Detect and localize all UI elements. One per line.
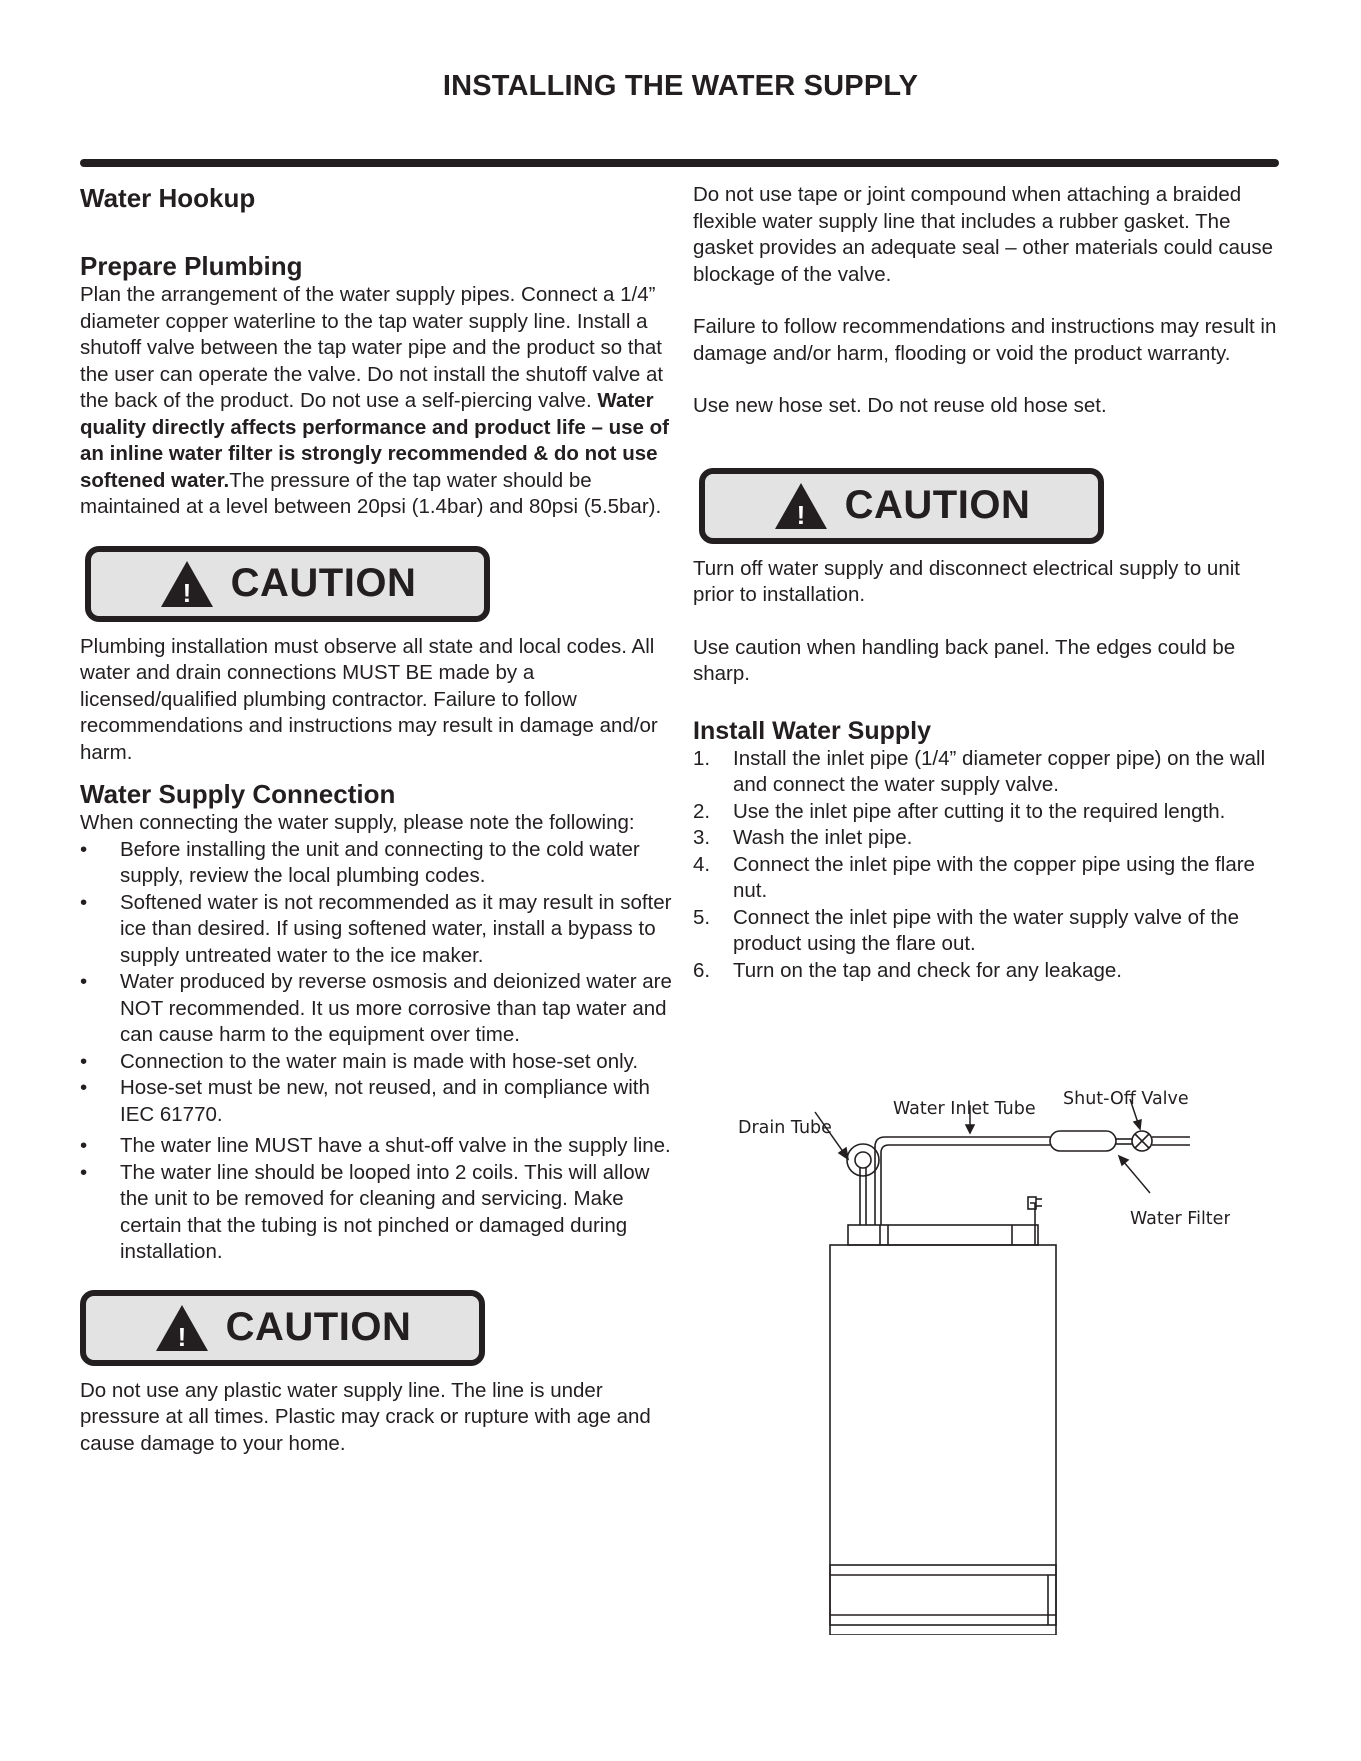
caution-banner-3 [80,1290,485,1366]
step-number: 6. [693,958,711,982]
warning-icon [154,1303,210,1353]
step-text: Turn on the tap and check for any leakage. [733,958,1122,982]
step-number: 2. [693,799,711,823]
right-column [693,182,1278,984]
label-water-filter: Water Filter [1130,1209,1230,1229]
install-steps-list [693,746,1278,985]
heading-water-supply-connection: Water Supply Connection [80,779,396,809]
label-water-inlet-tube: Water Inlet Tube [893,1099,1036,1119]
label-shut-off-valve: Shut-Off Valve [1063,1089,1189,1109]
list-item: • Before installing the unit and connecting to the cold water supply, review the local plumbing codes. [80,837,680,890]
prepare-text-bold: Water quality directly affects performance and product life – use of an inline water filter is strongly recommended & do not use softened water. [80,389,669,492]
list-item: • The water line should be looped into 2 coils. This will allow the unit to be removed for cleaning and servicing. Make certain that the tubing is not pinched or damaged during installation. [80,1160,680,1266]
unit-base [830,1565,1056,1625]
svg-text:!: ! [796,499,805,530]
left-column [80,182,680,1457]
list-item [693,958,1278,985]
right-para-1: Do not use tape or joint compound when attaching a braided flexible water supply line that includes a rubber gasket. The gasket provides an adequate seal – other materials could cause blockage of the valve. [693,183,1274,286]
warning-icon [773,481,829,531]
caution-banner-2 [699,468,1104,544]
step-text: Connect the inlet pipe with the copper pipe using the flare nut. [733,852,1255,902]
installation-diagram [730,1075,1230,1635]
step-text: Connect the inlet pipe with the water supply valve of the product using the flare out. [733,905,1239,955]
page-title: INSTALLING THE WATER SUPPLY [442,70,919,102]
caution-label-2: CAUTION [844,483,1031,528]
prepare-text-1: Plan the arrangement of the water supply pipes. Connect a 1/4” diameter copper waterline to the tap water supply line. Install a shutoff valve between the tap water pipe and the product so that the user can operate the valve. Do not install the shutoff valve at the back of the product. Do not use a self-piercing valve. [80,283,664,412]
caution-banner-1 [85,546,490,622]
connection-intro: When connecting the water supply, please note the following: [80,811,635,834]
list-item: • Hose-set must be new, not reused, and in compliance with IEC 61770. [80,1075,680,1128]
step-number: 5. [693,905,711,929]
step-text: Use the inlet pipe after cutting it to the required length. [733,799,1226,823]
header-rule [80,159,1279,167]
heading-install-water-supply: Install Water Supply [693,716,932,745]
step-number: 1. [693,746,711,770]
step-text: Wash the inlet pipe. [733,826,913,849]
list-item [693,746,1278,799]
step-number: 3. [693,826,711,849]
list-item [693,852,1278,905]
warning-icon [159,559,215,609]
list-item: • Softened water is not recommended as it may result in softer ice than desired. If using softened water, install a bypass to supply untreated water to the ice maker. [80,890,680,970]
prepare-text-2: The pressure of the tap water should be maintained at a level between 20psi (1.4bar) and 80psi (5.5bar). [80,468,662,518]
list-item [693,799,1278,826]
right-para-3: Use new hose set. Do not reuse old hose set. [693,394,1107,417]
right-para-2: Failure to follow recommendations and instructions may result in damage and/or harm, flooding or void the product warranty. [693,315,1277,365]
caution-2-text-1: Turn off water supply and disconnect electrical supply to unit prior to installation. [693,556,1240,606]
prepare-plumbing-text [80,282,680,521]
list-item: • Connection to the water main is made with hose-set only. [80,1049,680,1076]
list-item [693,905,1278,958]
step-number: 4. [693,852,711,876]
svg-text:!: ! [182,577,191,608]
label-drain-tube: Drain Tube [738,1118,832,1138]
step-text: Install the inlet pipe (1/4” diameter copper pipe) on the wall and connect the water supply valve. [733,746,1266,796]
caution-label-1: CAUTION [230,561,417,606]
caution-1-text: Plumbing installation must observe all state and local codes. All water and drain connections MUST BE made by a licensed/qualified plumbing contractor. Failure to follow recommendations and instructions may result in damage and/or harm. [80,634,658,764]
heading-prepare-plumbing: Prepare Plumbing [80,251,303,281]
list-item [693,825,1278,852]
water-supply-diagram [730,1075,1230,1635]
list-item: • The water line MUST have a shut-off valve in the supply line. [80,1133,680,1160]
section-title-water-hookup: Water Hookup [80,183,256,213]
svg-text:!: ! [177,1321,186,1352]
connection-bullet-list [80,837,680,1266]
caution-2-text-2: Use caution when handling back panel. The edges could be sharp. [693,635,1236,685]
caution-label-3: CAUTION [225,1305,412,1350]
list-item: • Water produced by reverse osmosis and deionized water are NOT recommended. It us more corrosive than tap water and can cause harm to the equipment over time. [80,969,680,1049]
unit-body [830,1245,1056,1635]
caution-3-text: Do not use any plastic water supply line. The line is under pressure at all times. Plastic may crack or rupture with age and cause damage to your home. [80,1378,651,1455]
